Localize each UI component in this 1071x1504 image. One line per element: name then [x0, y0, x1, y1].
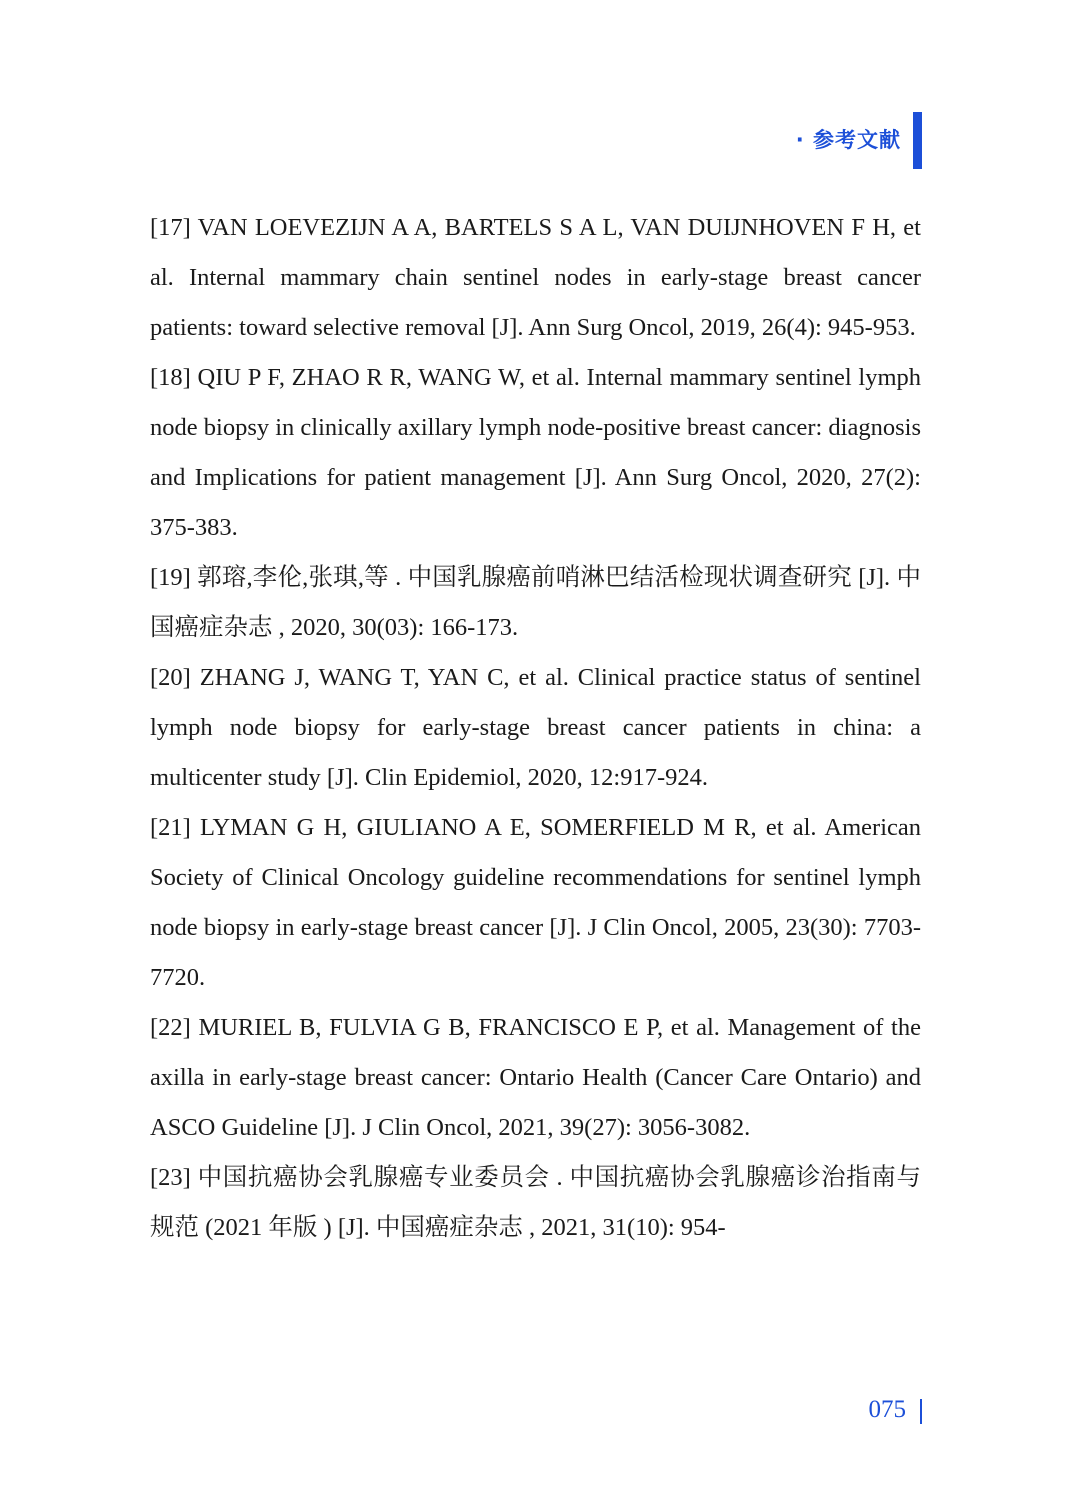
reference-list [150, 203, 921, 1253]
reference-item-19: [19] 郭瑢,李伦,张琪,等 . 中国乳腺癌前哨淋巴结活检现状调查研究 [J]. 中国癌症杂志 , 2020, 30(03): 166-173. [150, 564, 921, 641]
reference-item-21: [21] LYMAN G H, GIULIANO A E, SOMERFIELD M R, et al. American Society of Clinical Oncology guideline recommendations for sentinel lymph node biopsy in early-stage breast cancer [J]. J Clin Oncol, 2005, 23(30): 7703-7720. [150, 814, 921, 991]
page-number-divider [920, 1399, 922, 1424]
reference-item-23: [23] 中国抗癌协会乳腺癌专业委员会 . 中国抗癌协会乳腺癌诊治指南与规范 (2021 年版 ) [J]. 中国癌症杂志 , 2021, 31(10): 954- [150, 1164, 921, 1241]
reference-item-20: [20] ZHANG J, WANG T, YAN C, et al. Clinical practice status of sentinel lymph node biopsy for early-stage breast cancer patients in china: a multicenter study [J]. Clin Epidemiol, 2020, 12:917-924. [150, 664, 921, 791]
reference-item-17: [17] VAN LOEVEZIJN A A, BARTELS S A L, VAN DUIJNHOVEN F H, et al. Internal mammary chain sentinel nodes in early-stage breast cancer patients: toward selective removal [J]. Ann Surg Oncol, 2019, 26(4): 945-953. [150, 214, 921, 341]
page-number: 075 [868, 1396, 906, 1423]
section-title: · 参考文献 [795, 128, 901, 152]
reference-item-18: [18] QIU P F, ZHAO R R, WANG W, et al. Internal mammary sentinel lymph node biopsy in clinically axillary lymph node-positive breast cancer: diagnosis and Implications for patient management [J]. Ann Surg Oncol, 2020, 27(2): 375-383. [150, 364, 921, 541]
header-accent-bar [913, 112, 922, 169]
reference-item-22: [22] MURIEL B, FULVIA G B, FRANCISCO E P, et al. Management of the axilla in early-stage breast cancer: Ontario Health (Cancer Care Ontario) and ASCO Guideline [J]. J Clin Oncol, 2021, 39(27): 3056-3082. [150, 1014, 921, 1141]
